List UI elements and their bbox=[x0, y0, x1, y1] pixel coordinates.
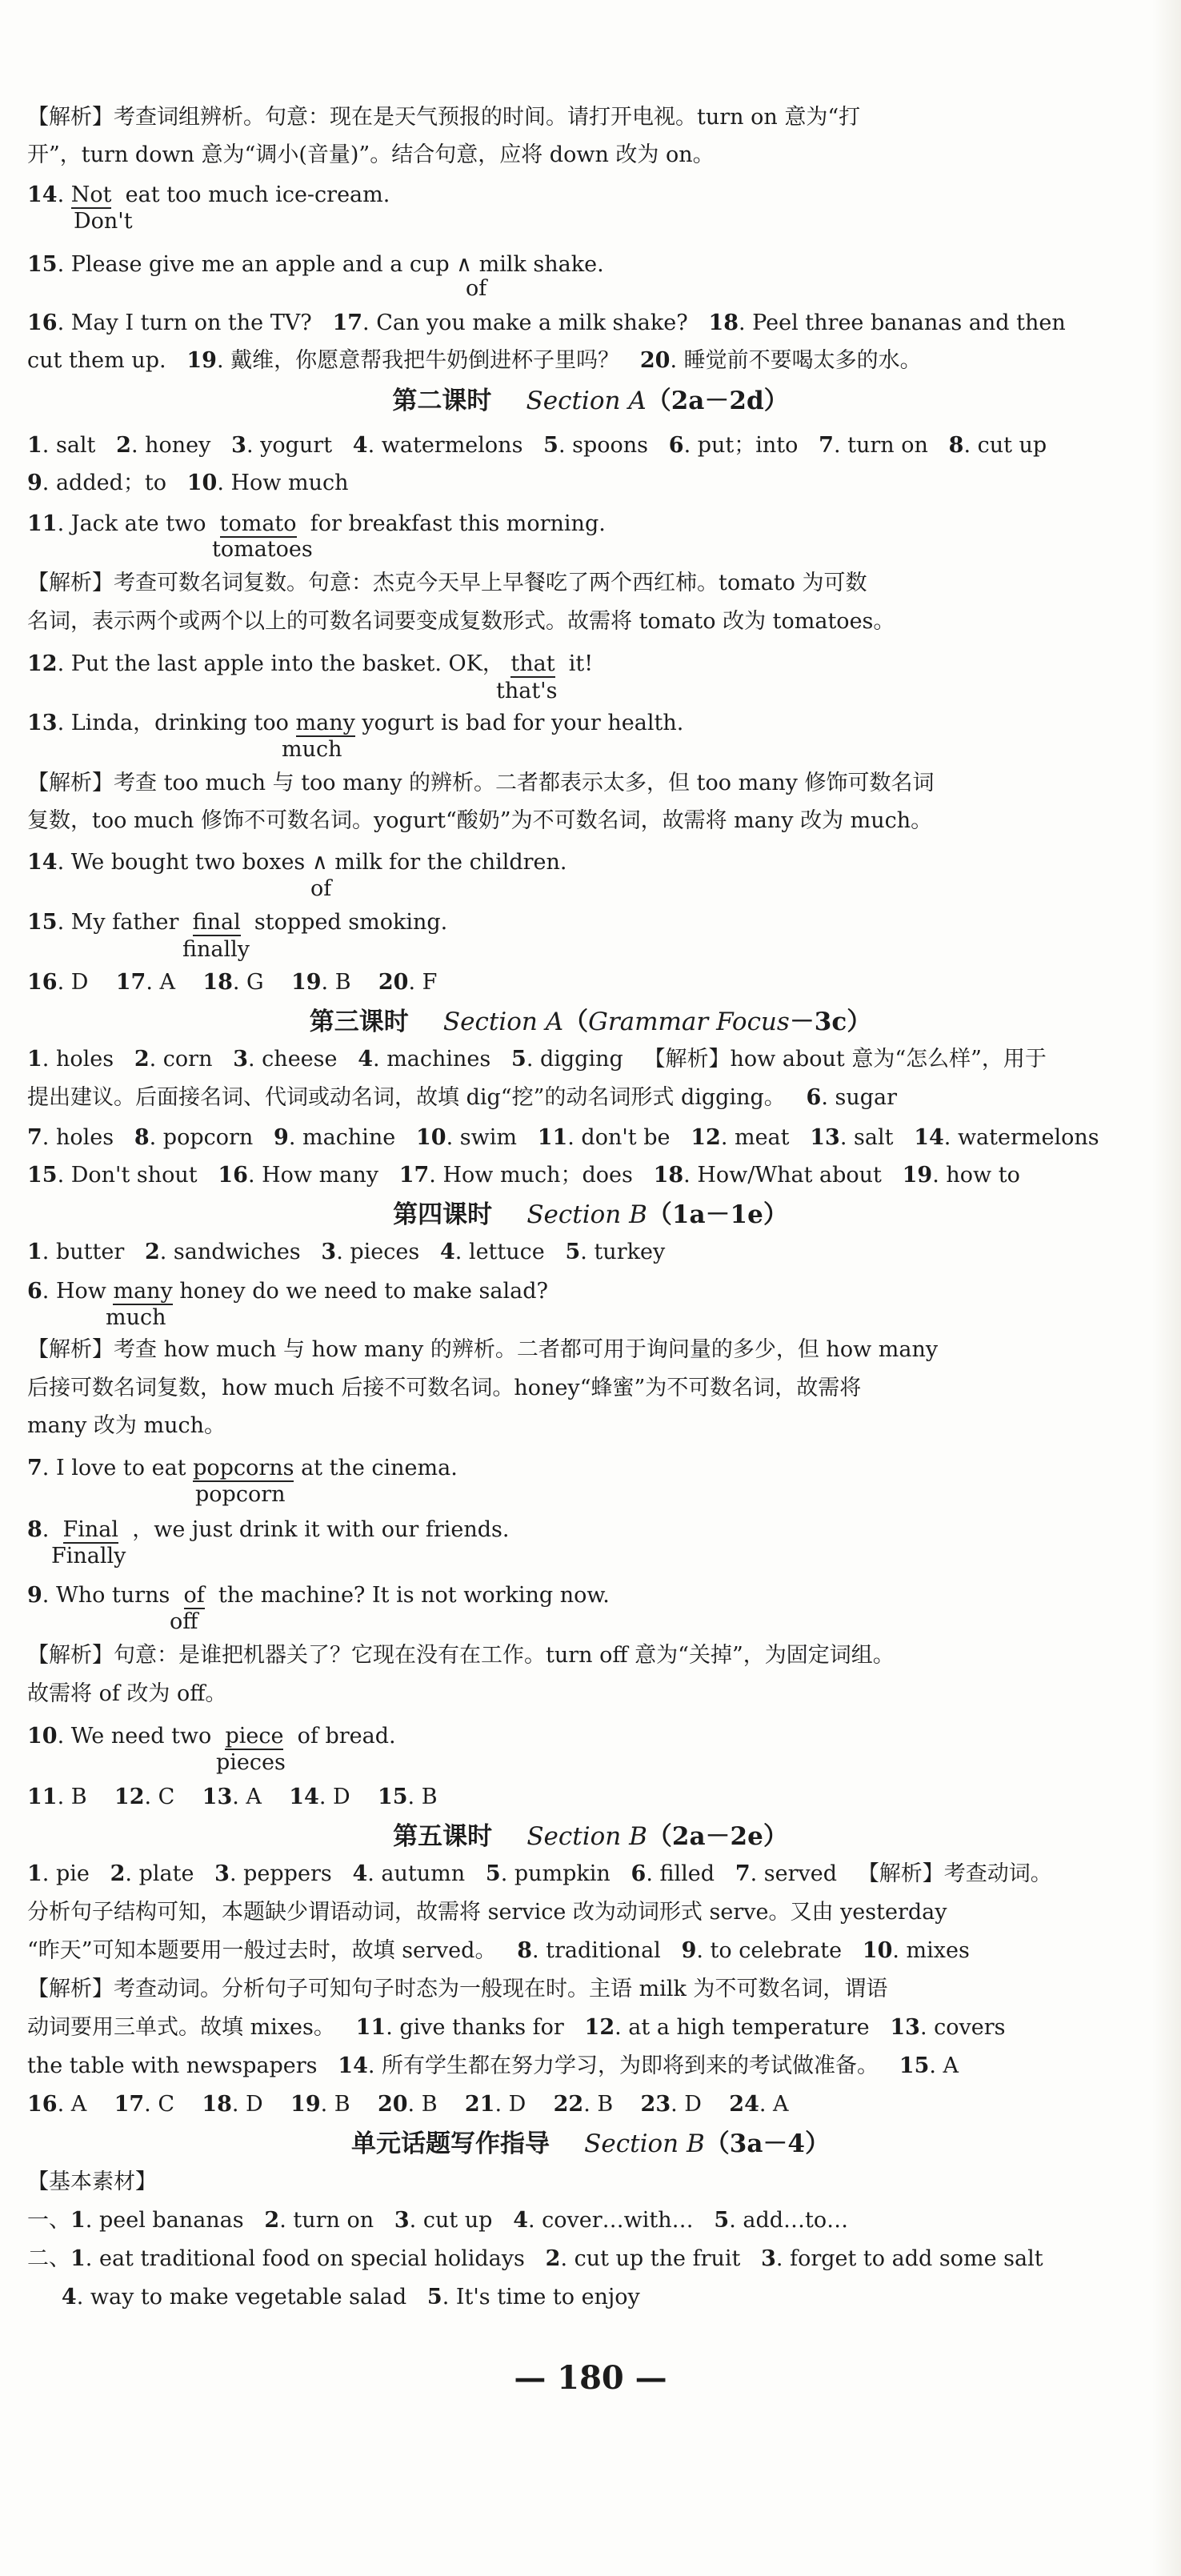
answer-line: 【解析】考查 too much 与 too many 的辨析。二者都表示太多，但 too many 修饰可数名词 bbox=[27, 771, 935, 795]
answer-line: 【基本素材】 bbox=[27, 2169, 157, 2194]
answer-line: the table with newspapers 14. 所有学生都在努力学习，为即将到来的考试做准备。 15. A bbox=[27, 2053, 959, 2078]
section-heading: 第四课时 Section B（1a－1e） bbox=[393, 1200, 788, 1229]
correction-word: tomatoes bbox=[212, 537, 313, 562]
answer-line: “昨天”可知本题要用一般过去时，故填 served。 8. traditional 9. to celebrate 10. mixes bbox=[27, 1938, 970, 1963]
page-number: — 180 — bbox=[514, 2359, 667, 2397]
answer-line: 【解析】句意：是谁把机器关了？它现在没有在工作。turn off 意为“关掉”，为固定词组。 bbox=[27, 1643, 895, 1668]
section-heading: 第五课时 Section B（2a－2e） bbox=[393, 1822, 788, 1851]
answer-line: 16. May I turn on the TV? 17. Can you make a milk shake? 18. Peel three bananas and then bbox=[27, 310, 1066, 335]
answer-line: 15. Please give me an apple and a cup ∧ milk shake. bbox=[27, 252, 604, 277]
answer-line: 9. Who turns of the machine? It is not working now. bbox=[27, 1583, 610, 1608]
answer-line: 16. A 17. C 18. D 19. B 20. B 21. D 22. B 23. D 24. A bbox=[27, 2092, 789, 2117]
answer-line: 【解析】考查词组辨析。句意：现在是天气预报的时间。请打开电视。turn on 意为“打 bbox=[27, 105, 861, 130]
answer-line: 1. pie 2. plate 3. peppers 4. autumn 5. pumpkin 6. filled 7. served 【解析】考查动词。 bbox=[27, 1861, 1052, 1886]
answer-line: 1. holes 2. corn 3. cheese 4. machines 5. digging 【解析】how about 意为“怎么样”，用于 bbox=[27, 1047, 1047, 1072]
answer-line: 16. D 17. A 18. G 19. B 20. F bbox=[27, 970, 438, 995]
answer-line: 分析句子结构可知，本题缺少谓语动词，故需将 service 改为动词形式 serve。又由 yesterday bbox=[27, 1900, 947, 1925]
answer-line: 1. butter 2. sandwiches 3. pieces 4. lettuce 5. turkey bbox=[27, 1240, 666, 1264]
answer-line: 14. Not eat too much ice-cream. bbox=[27, 182, 390, 207]
correction-word: much bbox=[282, 737, 342, 762]
correction-word: finally bbox=[182, 937, 250, 962]
answer-line: 11. Jack ate two tomato for breakfast this morning. bbox=[27, 511, 606, 536]
answer-line: 4. way to make vegetable salad 5. It's time to enjoy bbox=[61, 2285, 640, 2310]
answer-line: 6. How many honey do we need to make salad? bbox=[27, 1279, 549, 1304]
correction-word: popcorn bbox=[195, 1482, 286, 1507]
answer-line: 7. I love to eat popcorns at the cinema. bbox=[27, 1456, 458, 1480]
page-edge-shadow bbox=[1152, 0, 1181, 2576]
answer-line: 【解析】考查 how much 与 how many 的辨析。二者都可用于询问量的多少，但 how many bbox=[27, 1337, 939, 1362]
correction-word: that's bbox=[496, 679, 558, 703]
answer-line: 开”，turn down 意为“调小(音量)”。结合句意，应将 down 改为 on。 bbox=[27, 142, 715, 167]
answer-line: 二、1. eat traditional food on special holidays 2. cut up the fruit 3. forget to add some salt bbox=[27, 2246, 1043, 2271]
answer-line: 13. Linda，drinking too many yogurt is bad for your health. bbox=[27, 711, 684, 735]
answer-line: 15. Don't shout 16. How many 17. How much；does 18. How/What about 19. how to bbox=[27, 1163, 1020, 1188]
correction-word: pieces bbox=[216, 1750, 286, 1775]
answer-line: 8. Final ，we just drink it with our friends. bbox=[27, 1517, 510, 1542]
section-heading: 第二课时 Section A（2a－2d） bbox=[392, 387, 789, 415]
section-heading: 第三课时 Section A（Grammar Focus－3c） bbox=[309, 1008, 872, 1036]
correction-word: off bbox=[170, 1609, 198, 1634]
answer-line: 1. salt 2. honey 3. yogurt 4. watermelons 5. spoons 6. put；into 7. turn on 8. cut up bbox=[27, 433, 1047, 458]
answer-line: 复数，too much 修饰不可数名词。yogurt“酸奶”为不可数名词，故需将 many 改为 much。 bbox=[27, 808, 933, 833]
answer-line: 10. We need two piece of bread. bbox=[27, 1724, 396, 1749]
section-heading: 单元话题写作指导 Section B（3a－4） bbox=[351, 2129, 830, 2158]
answer-line: 后接可数名词复数，how much 后接不可数名词。honey“蜂蜜”为不可数名词，故需将 bbox=[27, 1376, 862, 1400]
correction-word: of bbox=[310, 876, 332, 901]
correction-word: Finally bbox=[51, 1544, 126, 1568]
answer-line: 动词要用三单式。故填 mixes。 11. give thanks for 12. at a high temperature 13. covers bbox=[27, 2015, 1006, 2040]
answer-line: 【解析】考查动词。分析句子可知句子时态为一般现在时。主语 milk 为不可数名词，谓语 bbox=[27, 1977, 888, 2001]
answer-line: 7. holes 8. popcorn 9. machine 10. swim 11. don't be 12. meat 13. salt 14. watermelons bbox=[27, 1125, 1099, 1150]
answer-line: 15. My father final stopped smoking. bbox=[27, 910, 448, 935]
answer-line: 12. Put the last apple into the basket. OK， that it! bbox=[27, 651, 594, 676]
correction-word: Don't bbox=[74, 209, 133, 234]
answer-line: 故需将 of 改为 off。 bbox=[27, 1681, 227, 1706]
answer-line: 【解析】考查可数名词复数。句意：杰克今天早上早餐吃了两个西红柿。tomato 为可数 bbox=[27, 571, 867, 595]
answer-line: 名词，表示两个或两个以上的可数名词要变成复数形式。故需将 tomato 改为 tomatoes。 bbox=[27, 609, 895, 634]
answer-line: cut them up. 19. 戴维，你愿意帮我把牛奶倒进杯子里吗？ 20. 睡觉前不要喝太多的水。 bbox=[27, 348, 922, 373]
answer-line: 9. added；to 10. How much bbox=[27, 471, 349, 495]
answer-line: many 改为 much。 bbox=[27, 1413, 226, 1438]
correction-word: of bbox=[466, 276, 487, 301]
answer-line: 11. B 12. C 13. A 14. D 15. B bbox=[27, 1785, 438, 1809]
answer-line: 一、1. peel bananas 2. turn on 3. cut up 4. cover…with… 5. add…to… bbox=[27, 2208, 849, 2233]
answer-line: 提出建议。后面接名词、代词或动名词，故填 dig“挖”的动名词形式 digging。 6. sugar bbox=[27, 1085, 898, 1110]
answer-line: 14. We bought two boxes ∧ milk for the children. bbox=[27, 850, 567, 875]
correction-word: much bbox=[106, 1305, 166, 1330]
